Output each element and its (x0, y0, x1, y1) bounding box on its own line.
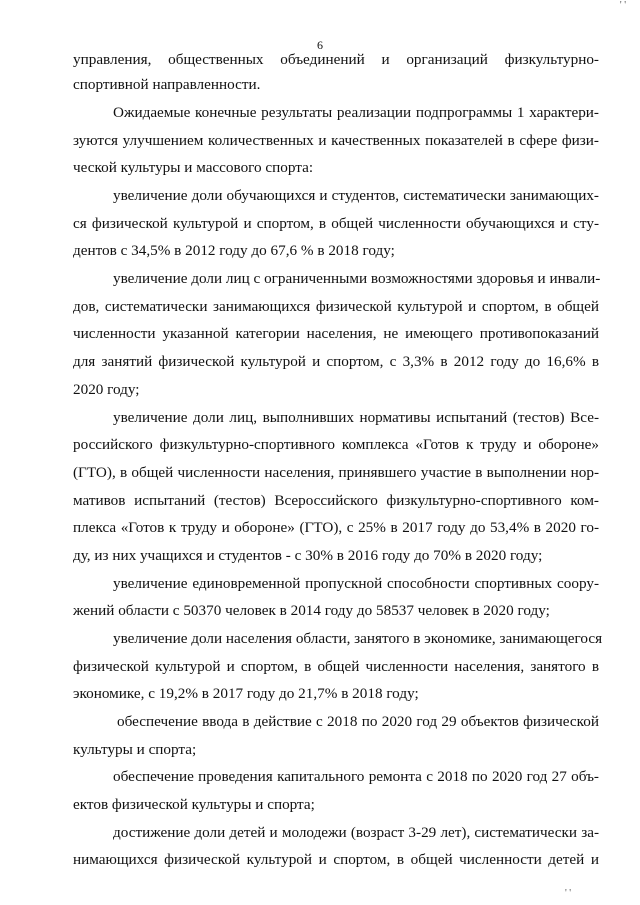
text-line: увеличение доли лиц с ограниченными возможностями здоровья и инвали- (113, 270, 601, 287)
text-line: увеличение единовременной пропускной способности спортивных соору- (113, 575, 599, 592)
text-line: экономике, с 19,2% в 2017 году до 21,7% в 2018 году; (73, 685, 419, 702)
text-line: спортивной направленности. (73, 76, 261, 93)
text-line: достижение доли детей и молодежи (возраст 3-29 лет), систематически за- (113, 824, 599, 841)
text-line: 2020 году; (73, 381, 140, 398)
scan-mark-top: ' ' (619, 0, 626, 11)
page-number: 6 (317, 38, 323, 52)
text-line: обеспечение ввода в действие с 2018 по 2020 год 29 объектов физической (117, 713, 599, 730)
text-line: российского физкультурно-спортивного комплекса «Готов к труду и обороне» (73, 436, 599, 453)
text-line: управления, общественных объединений и организаций физкультурно- (73, 51, 599, 68)
text-line: для занятий физической культурой и спортом, с 3,3% в 2012 году до 16,6% в (73, 353, 599, 370)
text-line: ся физической культурой и спортом, в общей численности обучающихся и сту- (73, 215, 599, 232)
text-line: ду, из них учащихся и студентов - с 30% в 2016 году до 70% в 2020 году; (73, 547, 543, 564)
text-line: (ГТО), в общей численности населения, принявшего участие в выполнении нор- (73, 464, 599, 481)
text-line: дов, систематически занимающихся физической культурой и спортом, в общей (73, 298, 599, 315)
text-line: увеличение доли населения области, занятого в экономике, занимающегося (113, 630, 603, 647)
text-line: плекса «Готов к труду и обороне» (ГТО), с 25% в 2017 году до 53,4% в 2020 го- (73, 519, 599, 536)
text-line: жений области с 50370 человек в 2014 году до 58537 человек в 2020 году; (73, 602, 550, 619)
text-line: мативов испытаний (тестов) Всероссийского физкультурно-спортивного ком- (73, 492, 599, 509)
text-line: обеспечение проведения капитального ремонта с 2018 по 2020 год 27 объ- (113, 768, 599, 785)
text-line: ектов физической культуры и спорта; (73, 796, 315, 813)
text-line: численности указанной категории населения, не имеющего противопоказаний (73, 325, 599, 342)
text-line: дентов с 34,5% в 2012 году до 67,6 % в 2018 году; (73, 242, 395, 259)
text-line: увеличение доли обучающихся и студентов, систематически занимающих- (113, 187, 599, 204)
text-line: нимающихся физической культурой и спортом, в общей численности детей и (73, 851, 599, 868)
text-line: зуются улучшением количественных и качественных показателей в сфере физи- (73, 132, 599, 149)
text-line: Ожидаемые конечные результаты реализации подпрограммы 1 характери- (113, 104, 599, 121)
text-line: культуры и спорта; (73, 741, 197, 758)
text-line: увеличение доли лиц, выполнивших нормативы испытаний (тестов) Все- (113, 409, 599, 426)
scan-mark-bottom: ' ' (565, 888, 572, 899)
text-line: ческой культуры и массового спорта: (73, 159, 314, 176)
text-line: физической культурой и спортом, в общей численности населения, занятого в (73, 658, 599, 675)
